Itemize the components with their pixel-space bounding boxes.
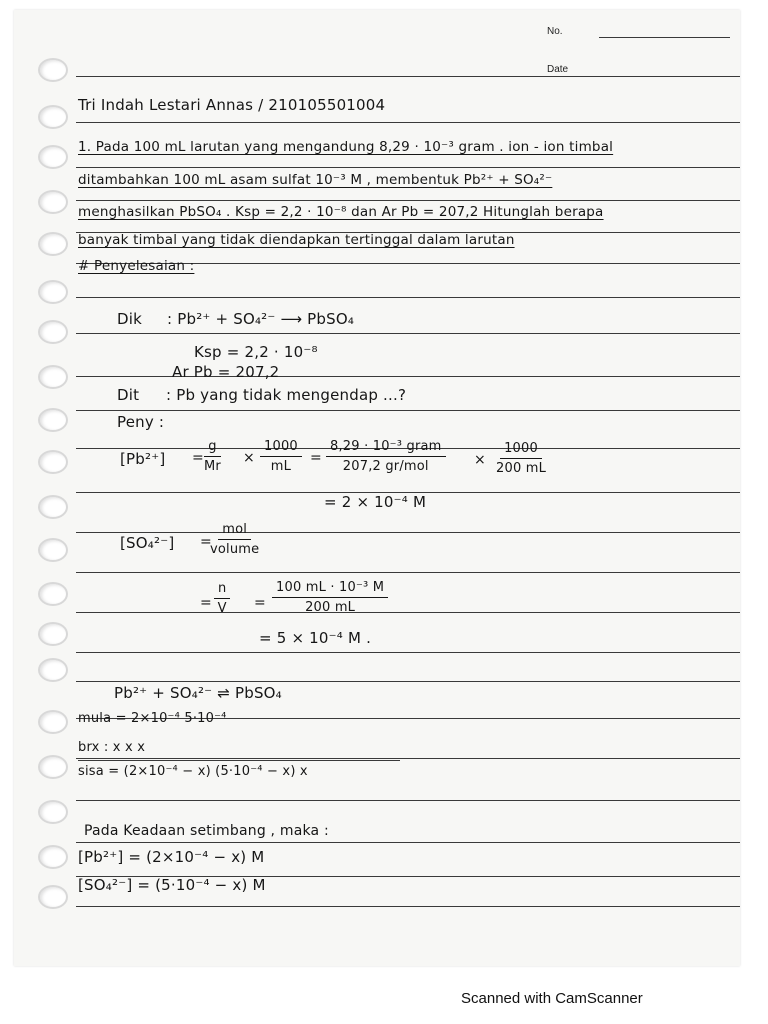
fraction-mass-mr — [326, 439, 446, 474]
equilibrium-sisa: sisa = (2×10⁻⁴ − x) (5·10⁻⁴ − x) x — [78, 764, 308, 779]
fraction-denominator: V — [217, 601, 227, 616]
fraction-denominator: mL — [270, 459, 292, 474]
binder-hole — [38, 582, 68, 606]
equals-sign: = — [310, 450, 322, 466]
date-label: Date — [547, 64, 569, 75]
binder-hole — [38, 755, 68, 779]
ruled-line — [76, 122, 740, 123]
binder-hole — [38, 710, 68, 734]
ruled-line — [76, 200, 740, 201]
notebook-page — [14, 10, 740, 966]
fraction-numerator: 1000 — [260, 439, 302, 457]
binder-hole — [38, 408, 68, 432]
equilibrium-reaction: Pb²⁺ + SO₄²⁻ ⇌ PbSO₄ — [114, 684, 282, 702]
equals-sign: = — [200, 595, 212, 611]
fraction-numerator: 100 mL · 10⁻³ M — [272, 580, 388, 598]
times-sign: × — [243, 450, 255, 466]
ruled-line — [76, 333, 740, 334]
fraction-denominator: 200 mL — [305, 600, 356, 615]
date-line — [76, 76, 740, 77]
binder-hole — [38, 280, 68, 304]
binder-hole — [38, 885, 68, 909]
equals-sign: = — [254, 595, 266, 611]
peny-label: Peny : — [117, 413, 165, 431]
fraction-1000-200ml — [496, 441, 546, 476]
binder-hole — [38, 190, 68, 214]
fraction-mol-so4 — [272, 580, 388, 615]
fraction-numerator: mol — [218, 522, 251, 540]
binder-hole — [38, 58, 68, 82]
ruled-line — [76, 652, 740, 653]
fraction-numerator: g — [204, 439, 220, 457]
fraction-n-v — [214, 581, 230, 616]
ruled-line — [76, 612, 740, 613]
binder-hole — [38, 538, 68, 562]
dit-text: : Pb yang tidak mengendap ...? — [166, 386, 407, 404]
ice-table-divider — [78, 760, 400, 761]
so4-conc-lhs: [SO₄²⁻] — [120, 534, 175, 552]
ruled-line — [76, 906, 740, 907]
binder-hole — [38, 232, 68, 256]
equals-sign: = — [200, 534, 212, 550]
pb-conc-lhs: [Pb²⁺] — [120, 450, 166, 468]
final-line-3: [SO₄²⁻] = (5·10⁻⁴ − x) M — [78, 876, 266, 894]
ruled-line — [76, 167, 740, 168]
scanner-watermark: Scanned with CamScanner — [461, 990, 643, 1007]
fraction-mol-volume — [210, 522, 259, 557]
equals-sign: = — [192, 450, 204, 466]
ruled-line — [76, 681, 740, 682]
no-label: No. — [547, 26, 563, 37]
binder-hole — [38, 145, 68, 169]
binder-hole — [38, 622, 68, 646]
dik-label: Dik — [117, 310, 143, 328]
binder-hole — [38, 495, 68, 519]
fraction-denominator: Mr — [204, 459, 221, 474]
ruled-line — [76, 800, 740, 801]
binder-hole — [38, 105, 68, 129]
ruled-line — [76, 297, 740, 298]
author-line: Tri Indah Lestari Annas / 210105501004 — [78, 96, 386, 114]
final-line-1: Pada Keadaan setimbang , maka : — [84, 823, 329, 839]
fraction-denominator: 207,2 gr/mol — [342, 459, 429, 474]
dit-label: Dit — [117, 386, 140, 404]
ruled-line — [76, 842, 740, 843]
binder-hole — [38, 450, 68, 474]
equilibrium-mula: mula = 2×10⁻⁴ 5·10⁻⁴ — [78, 711, 227, 726]
no-line — [599, 37, 730, 38]
dik-ar: Ar Pb = 207,2 — [172, 363, 280, 381]
fraction-denominator: volume — [210, 542, 260, 557]
fraction-numerator: 8,29 · 10⁻³ gram — [326, 439, 446, 457]
so4-conc-result: = 5 × 10⁻⁴ M . — [259, 629, 372, 647]
fraction-numerator: n — [214, 581, 230, 599]
ruled-line — [76, 572, 740, 573]
binder-hole — [38, 800, 68, 824]
binder-holes — [14, 10, 74, 966]
binder-hole — [38, 845, 68, 869]
binder-hole — [38, 320, 68, 344]
fraction-numerator: 1000 — [500, 441, 542, 459]
fraction-denominator: 200 mL — [496, 461, 547, 476]
pb-conc-result: = 2 × 10⁻⁴ M — [324, 493, 427, 511]
binder-hole — [38, 365, 68, 389]
problem-line-4: banyak timbal yang tidak diendapkan tertinggal dalam larutan — [78, 232, 515, 248]
problem-line-3: menghasilkan PbSO₄ . Ksp = 2,2 · 10⁻⁸ dan Ar Pb = 207,2 Hitunglah berapa — [78, 204, 604, 220]
final-line-2: [Pb²⁺] = (2×10⁻⁴ − x) M — [78, 848, 265, 866]
fraction-1000-ml — [260, 439, 302, 474]
ruled-line — [76, 758, 740, 759]
ruled-line — [76, 410, 740, 411]
solution-heading: # Penyelesaian : — [78, 258, 195, 274]
ruled-line — [76, 532, 740, 533]
times-sign: × — [474, 452, 486, 468]
dik-ksp: Ksp = 2,2 · 10⁻⁸ — [194, 343, 318, 361]
problem-line-2: ditambahkan 100 mL asam sulfat 10⁻³ M , membentuk Pb²⁺ + SO₄²⁻ — [78, 172, 553, 188]
dik-reaction: : Pb²⁺ + SO₄²⁻ ⟶ PbSO₄ — [167, 310, 355, 328]
binder-hole — [38, 658, 68, 682]
fraction-g-mr — [204, 439, 221, 474]
problem-line-1: 1. Pada 100 mL larutan yang mengandung 8,29 · 10⁻³ gram . ion - ion timbal — [78, 139, 614, 155]
equilibrium-brx: brx : x x x — [78, 740, 146, 755]
